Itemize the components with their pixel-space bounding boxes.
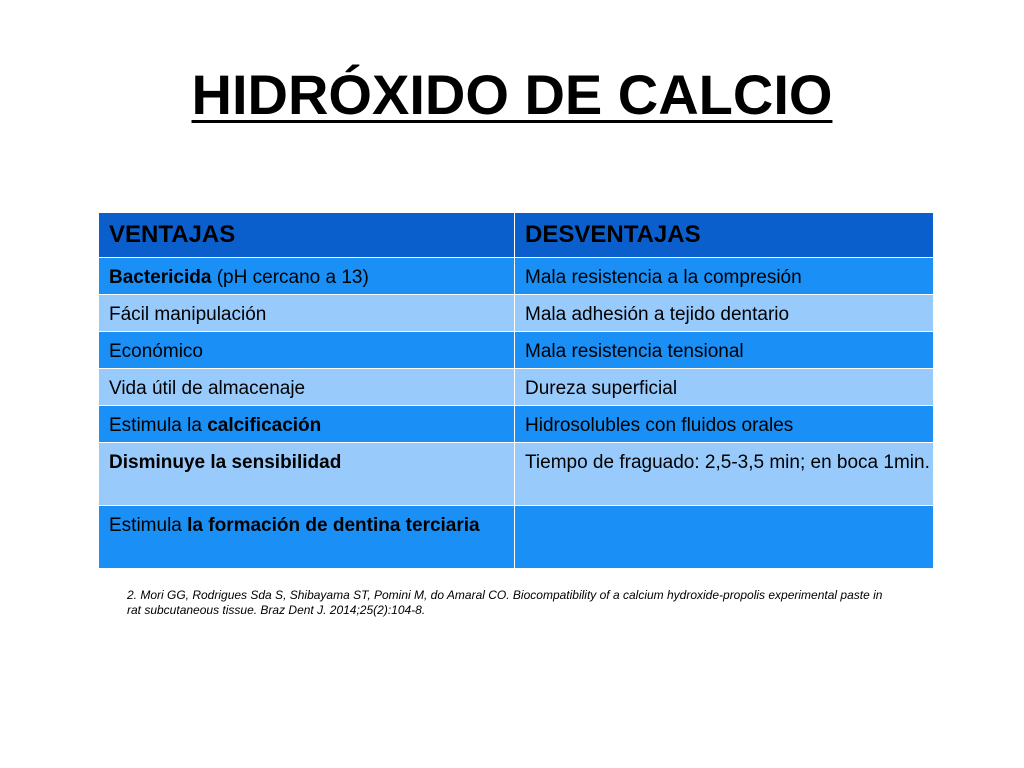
disadvantage-cell	[515, 406, 934, 443]
advantage-bold: Disminuye la sensibilidad	[109, 452, 342, 473]
comparison-table	[98, 212, 934, 569]
table-header-row	[99, 213, 934, 258]
advantage-bold: Bactericida	[109, 267, 212, 288]
disadvantage-text: Mala adhesión a tejido dentario	[525, 304, 790, 325]
advantage-cell	[99, 332, 515, 369]
advantage-cell	[99, 369, 515, 406]
disadvantage-cell	[515, 332, 934, 369]
table-row	[99, 443, 934, 506]
table-row	[99, 506, 934, 569]
disadvantage-text: Tiempo de fraguado: 2,5-3,5 min; en boca 1min.	[525, 452, 930, 473]
disadvantage-cell	[515, 258, 934, 295]
disadvantage-cell	[515, 295, 934, 332]
disadvantage-cell	[515, 369, 934, 406]
advantage-text: Vida útil de almacenaje	[109, 378, 306, 399]
slide-title-text: HIDRÓXIDO DE CALCIO	[191, 63, 833, 126]
table-row	[99, 332, 934, 369]
disadvantage-text: Dureza superficial	[525, 378, 678, 399]
table-row	[99, 369, 934, 406]
advantage-cell	[99, 506, 515, 569]
advantage-text: Económico	[109, 341, 203, 362]
advantage-cell	[99, 295, 515, 332]
advantage-text: Estimula	[109, 515, 188, 536]
disadvantage-cell-empty	[515, 506, 934, 569]
disadvantage-text: Mala resistencia tensional	[525, 341, 744, 362]
slide-title	[0, 62, 1024, 128]
advantage-text: Fácil manipulación	[109, 304, 267, 325]
table-row	[99, 258, 934, 295]
disadvantage-text: Mala resistencia a la compresión	[525, 267, 802, 288]
table-row	[99, 295, 934, 332]
advantage-cell	[99, 406, 515, 443]
advantage-text: (pH cercano a 13)	[211, 267, 369, 288]
advantage-cell	[99, 258, 515, 295]
advantage-bold: calcificación	[207, 415, 322, 436]
reference-citation: 2. Mori GG, Rodrigues Sda S, Shibayama ST, Pomini M, do Amaral CO. Biocompatibility of a calcium hydroxide-propolis experimental paste in rat subcutaneous tissue. Braz Dent J. 2014;25(2):104-8.	[127, 588, 883, 617]
advantage-cell	[99, 443, 515, 506]
header-ventajas: VENTAJAS	[99, 213, 515, 258]
table-row	[99, 406, 934, 443]
advantage-bold: la formación de dentina terciaria	[187, 515, 480, 536]
disadvantage-text: Hidrosolubles con fluidos orales	[525, 415, 794, 436]
header-desventajas: DESVENTAJAS	[515, 213, 934, 258]
advantage-text: Estimula la	[109, 415, 208, 436]
disadvantage-text	[525, 506, 933, 514]
disadvantage-cell	[515, 443, 934, 506]
